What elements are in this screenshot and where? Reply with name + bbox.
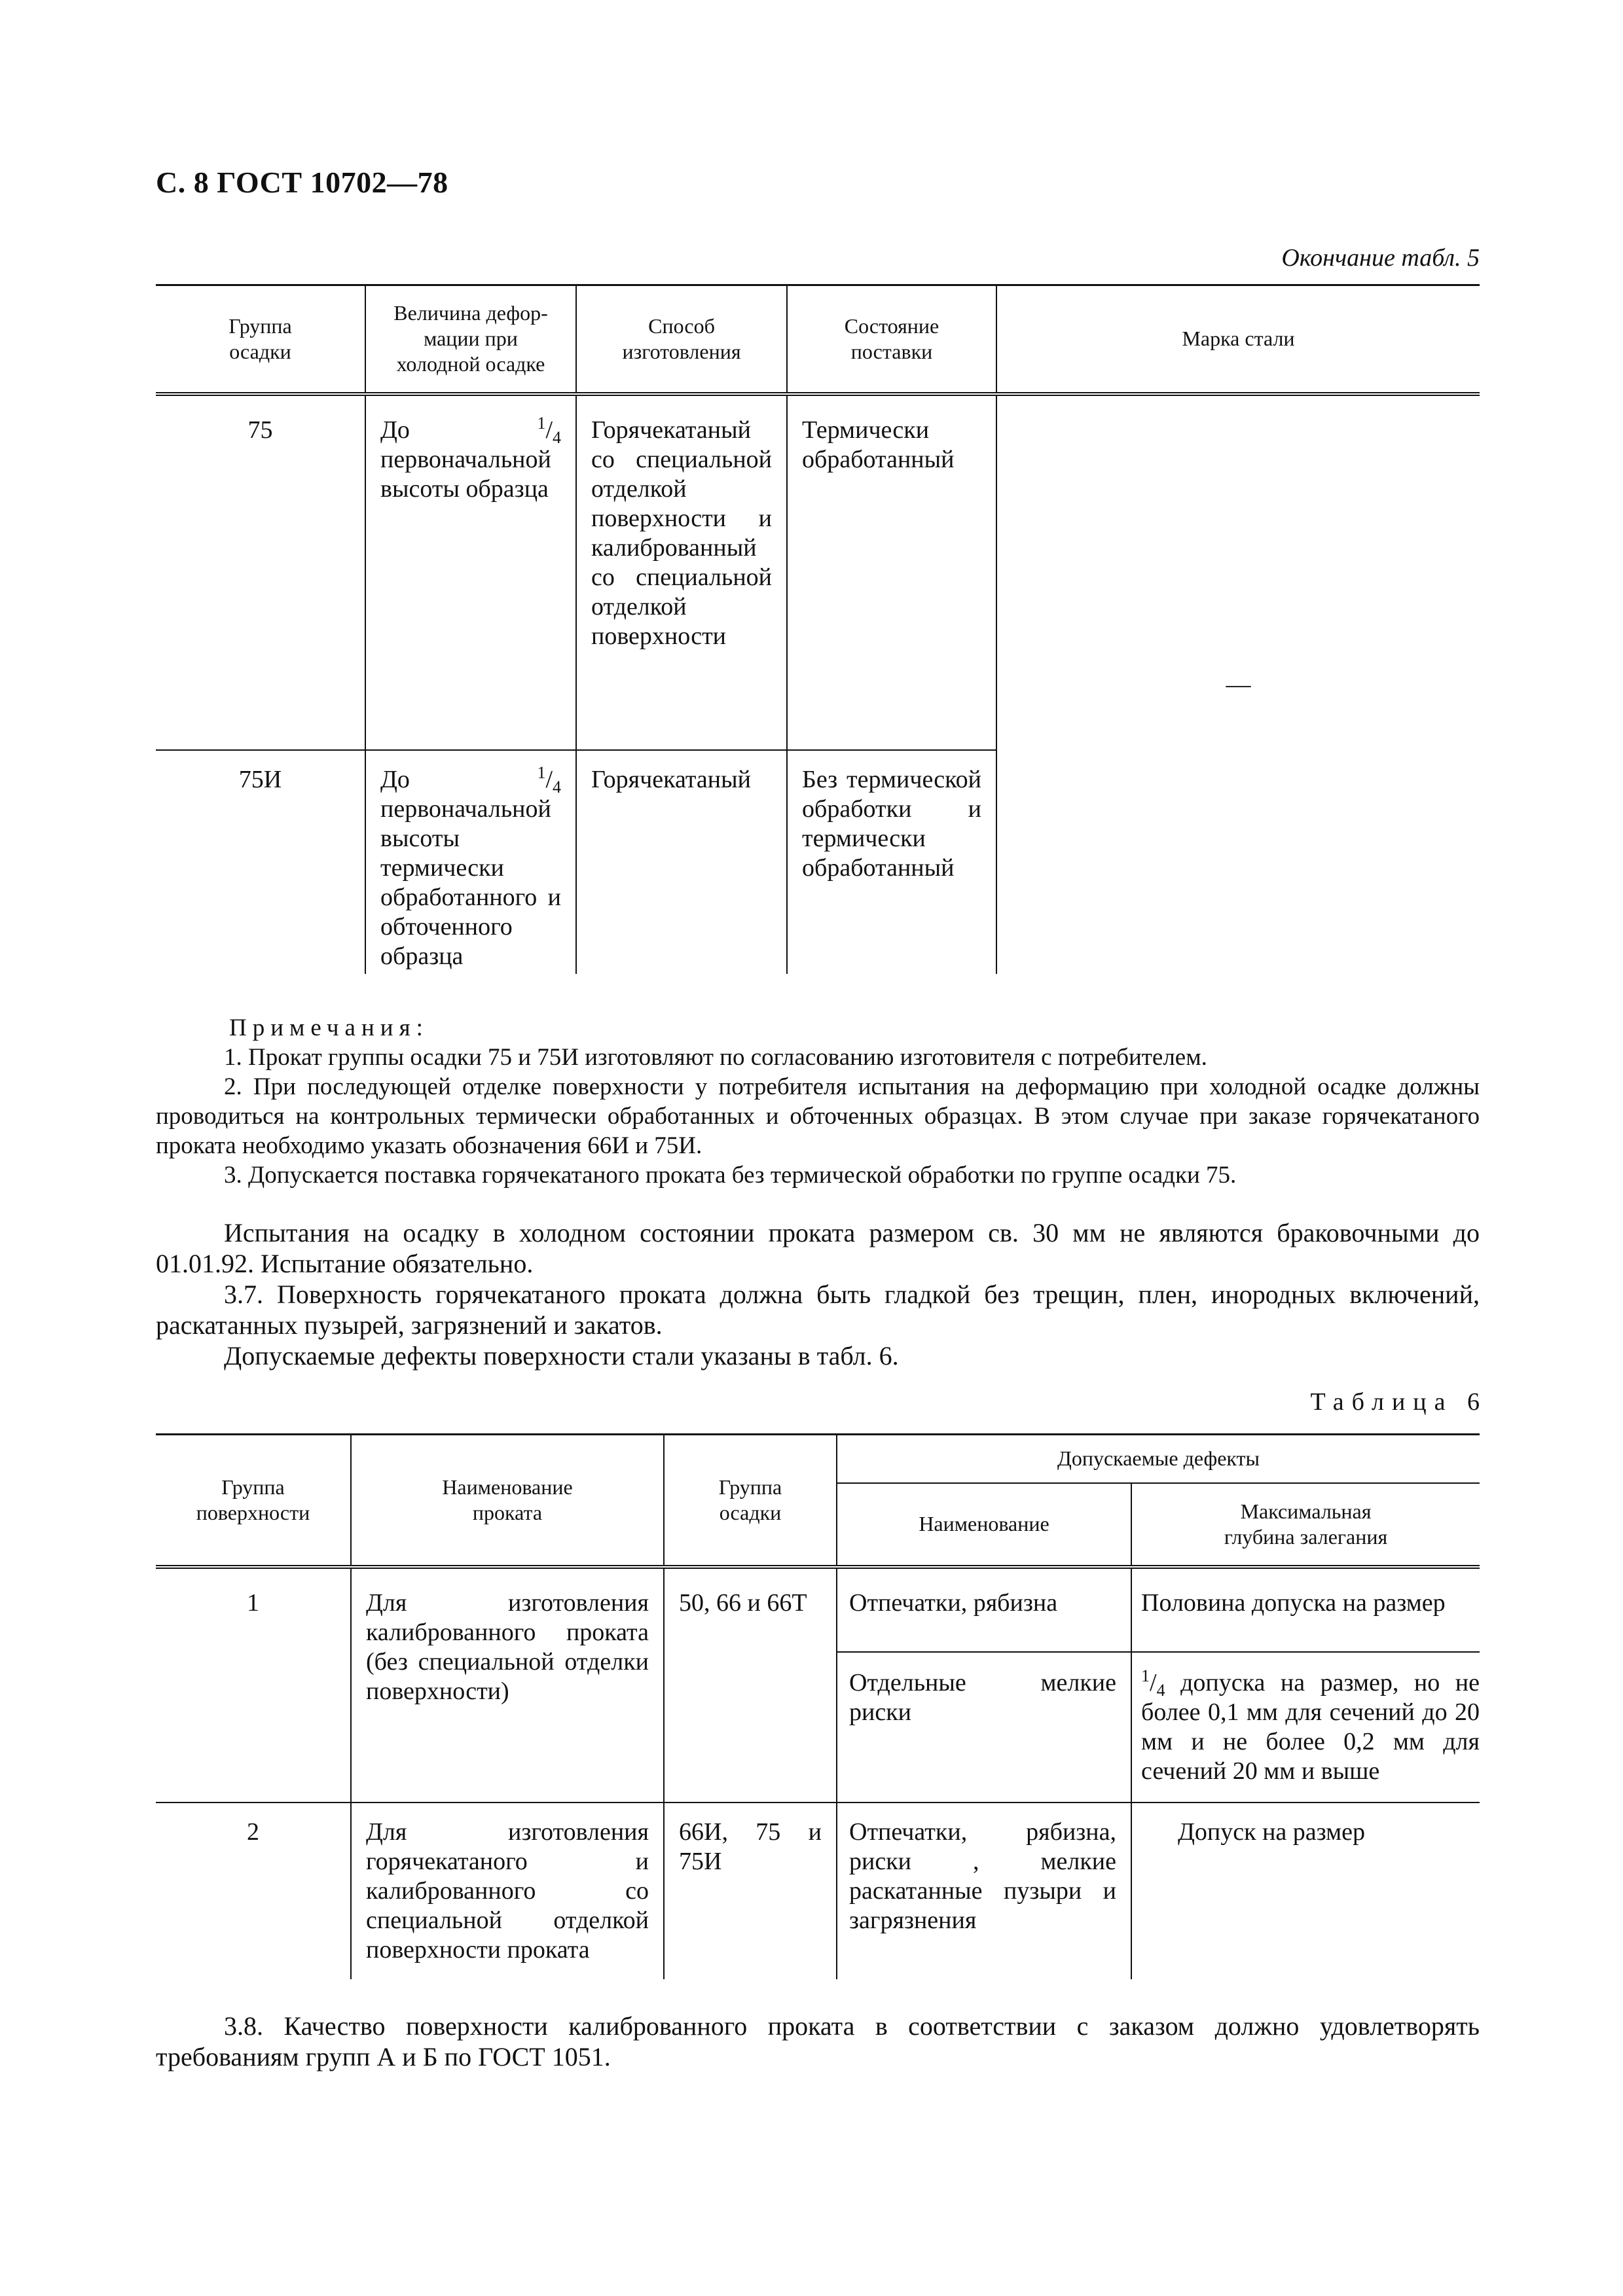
table5-col-method: Способ изготовления	[576, 285, 787, 394]
table6-col-product: Наименование проката	[351, 1435, 664, 1567]
table-row	[156, 1567, 1480, 1652]
table5-col-steel: Марка стали	[1182, 327, 1295, 351]
table6-col-surface-group: Группа поверхности	[156, 1435, 351, 1567]
table5-state-cell: Без термической обработки и термически обработанный	[787, 750, 996, 974]
note-2: 2. При последующей отделке поверхности у потребителя испытания на деформацию при холодной осадке должны проводиться на контрольных термически обработанных и обточенных образцах. В этом случае при заказе горячекатаного проката необходимо указать обозначения 66И и 75И.	[156, 1073, 1480, 1159]
table5-deformation-cell: До $^1/_4$ первоначальной высоты образца	[365, 394, 576, 750]
notes-block	[156, 1013, 1480, 1190]
table5-col-state: Состояние поставки	[787, 285, 996, 394]
table5-header-row	[156, 285, 1480, 394]
table6-defect-name-cell: Отпечатки, рябизна, риски , мелкие раскатанные пузыри и загрязнения	[837, 1803, 1131, 1979]
paragraph: Испытания на осадку в холодном состоянии проката размером св. 30 мм не являются браковочными до 01.01.92. Испытание обязательно.	[156, 1218, 1480, 1278]
table5-method-cell: Горячекатаный со специальной отделкой поверхности и калиброванный со специальной отделкой поверхности	[576, 394, 787, 750]
table6-group-cell: 1	[156, 1567, 351, 1803]
body-text-2	[156, 2011, 1480, 2072]
table6-defect-depth-cell: $^1/_4$ допуска на размер, но не более 0,1 мм для сечений до 20 мм и не более 0,2 мм для сечений 20 мм и выше	[1141, 1666, 1480, 1785]
table6-col-upset-group: Группа осадки	[664, 1435, 837, 1567]
notes-heading: Примечания:	[229, 1014, 429, 1041]
table6-group-cell: 2	[156, 1803, 351, 1979]
table6-col-defects: Допускаемые дефекты	[837, 1435, 1480, 1483]
note-3: 3. Допускается поставка горячекатаного проката без термической обработки по группе осадки 75.	[224, 1162, 1237, 1189]
table6-caption: Таблица 6	[1310, 1388, 1487, 1416]
table6-header-row	[156, 1435, 1480, 1483]
table6-defect-depth-cell: Допуск на размер	[1178, 1818, 1366, 1846]
paragraph: Допускаемые дефекты поверхности стали указаны в табл. 6.	[224, 1341, 899, 1371]
page-title: С. 8 ГОСТ 10702—78	[156, 166, 448, 199]
table-row	[156, 1803, 1480, 1979]
table5-col-group: Группа осадки	[156, 285, 365, 394]
table6-upset-cell: 50, 66 и 66Т	[664, 1567, 837, 1803]
table5-deformation-cell: До $^1/_4$ первоначальной высоты термически обработанного и обточенного образца	[365, 750, 576, 974]
table6-upset-cell: 66И, 75 и 75И	[664, 1803, 837, 1979]
table6-defect-name-cell: Отпечатки, рябизна	[837, 1567, 1131, 1652]
table6-defect-name-cell: Отдельные мелкие риски	[837, 1652, 1131, 1803]
table6-product-cell: Для изготовления калиброванного проката (без специальной отделки поверхности)	[351, 1567, 664, 1803]
table6-col-defect-name: Наименование	[837, 1483, 1131, 1567]
table6-col-defect-depth: Максимальная глубина залегания	[1131, 1483, 1480, 1567]
body-text	[156, 1217, 1480, 1371]
note-1: 1. Прокат группы осадки 75 и 75И изготовляют по согласованию изготовителя с потребителем.	[224, 1044, 1207, 1071]
table5-group-cell: 75	[156, 394, 365, 750]
table6-defect-depth-cell: Половина допуска на размер	[1131, 1567, 1480, 1652]
table5-caption: Окончание табл. 5	[1281, 244, 1480, 272]
table-6	[156, 1433, 1480, 1979]
table-row	[156, 394, 1480, 750]
paragraph: 3.8. Качество поверхности калиброванного проката в соответствии с заказом должно удовлетворять требованиям групп А и Б по ГОСТ 1051.	[156, 2011, 1480, 2072]
table5-state-cell: Термически обработанный	[787, 394, 996, 750]
paragraph: 3.7. Поверхность горячекатаного проката должна быть гладкой без трещин, плен, инородных включений, раскатанных пузырей, загрязнений и закатов.	[156, 1280, 1480, 1340]
table5-steel-cell: —	[1226, 670, 1251, 698]
table-5	[156, 284, 1480, 974]
table5-method-cell: Горячекатаный	[576, 750, 787, 974]
table5-col-deformation: Величина дефор- мации при холодной осадке	[365, 285, 576, 394]
table5-group-cell: 75И	[156, 750, 365, 974]
table6-product-cell: Для изготовления горячекатаного и калиброванного со специальной отделкой поверхности проката	[351, 1803, 664, 1979]
